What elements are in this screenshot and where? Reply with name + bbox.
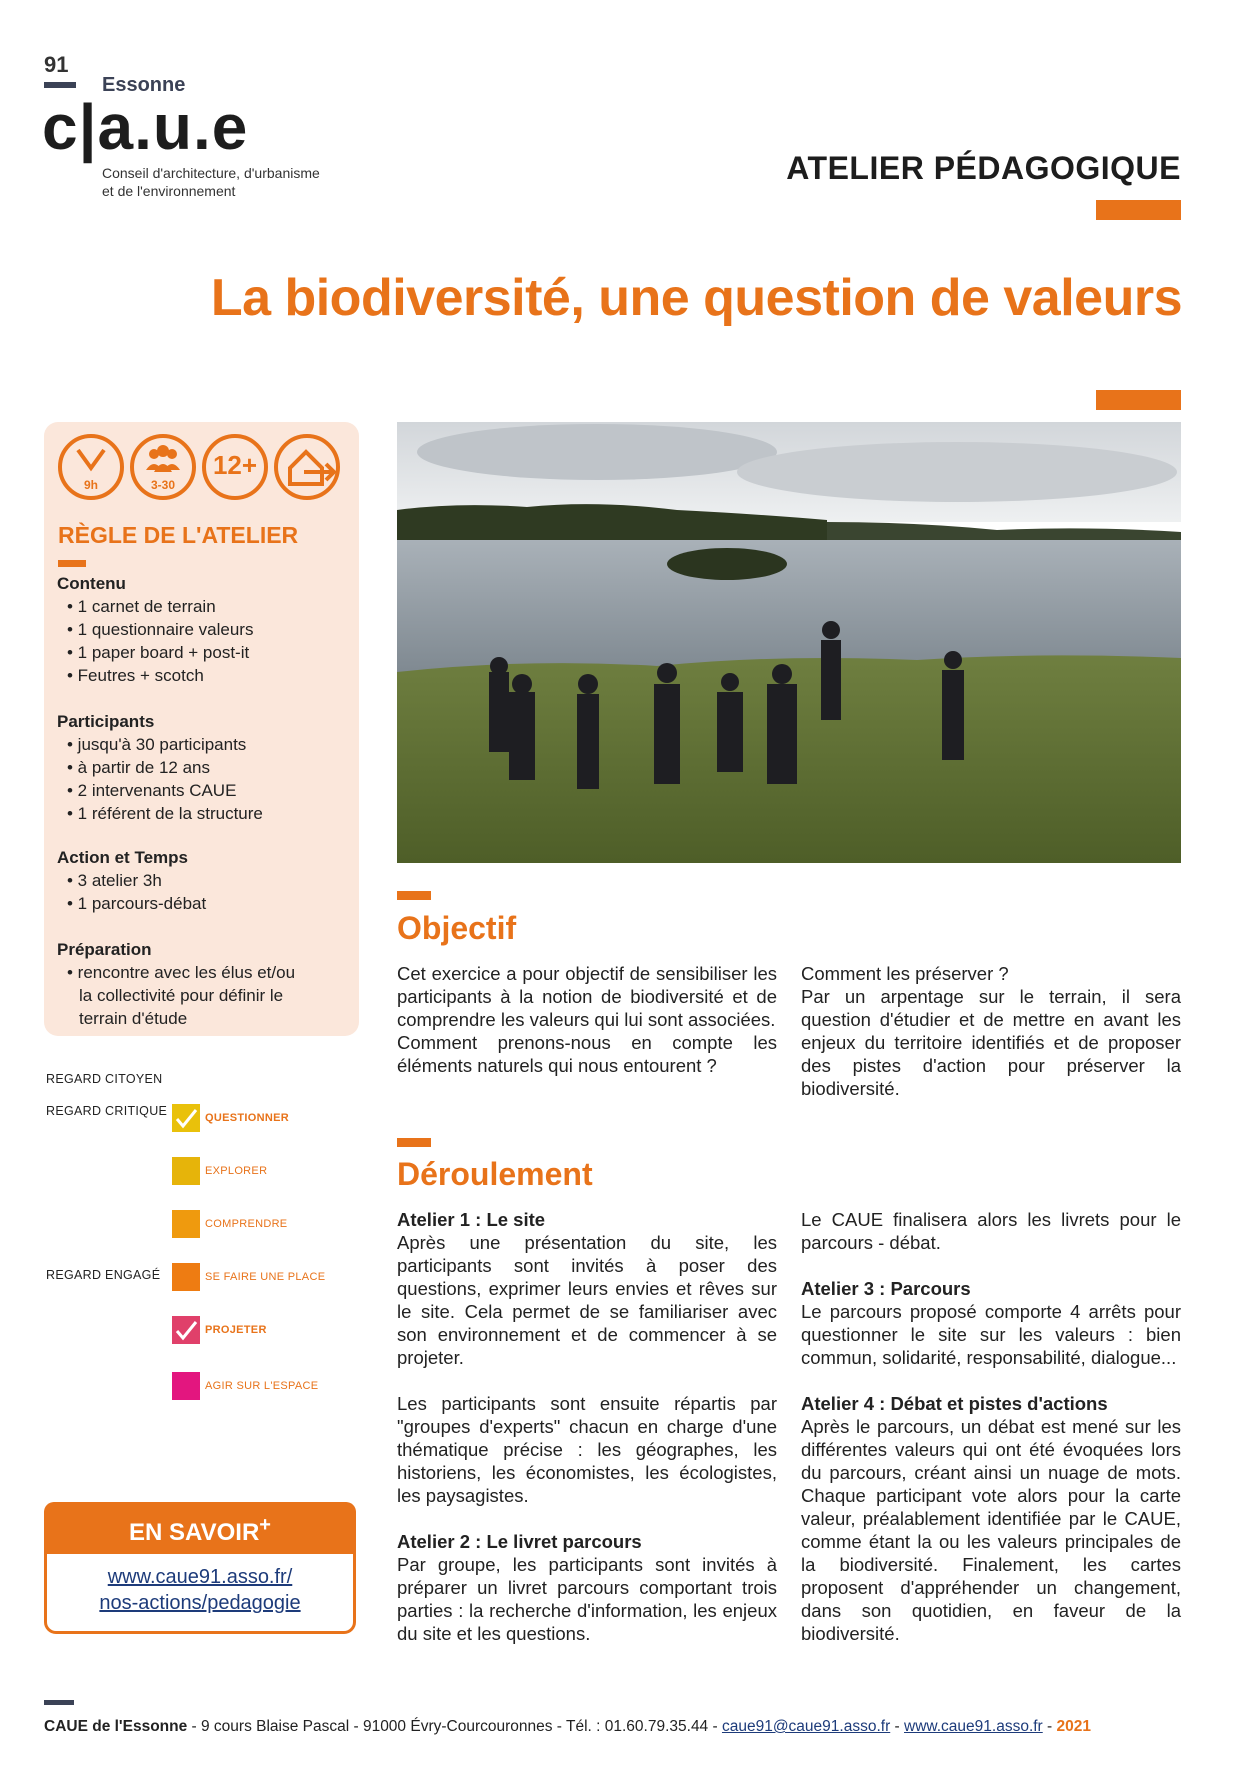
deroulement-heading: Déroulement bbox=[397, 1156, 593, 1192]
logo-subtitle: Conseil d'architecture, d'urbanisme et de l'environnement bbox=[102, 165, 320, 199]
en-savoir-link-2[interactable]: nos-actions/pedagogie bbox=[99, 1592, 301, 1614]
agir-square bbox=[172, 1372, 200, 1400]
regard-engage-label: REGARD ENGAGÉ bbox=[46, 1268, 161, 1282]
rules-heading-bar bbox=[58, 560, 86, 567]
rules-heading: RÈGLE DE L'ATELIER bbox=[58, 522, 299, 548]
se-faire-une-place-square bbox=[172, 1263, 200, 1291]
projeter-check-icon bbox=[172, 1316, 200, 1344]
rules-participants: Participants • jusqu'à 30 participants • à partir de 12 ans • 2 intervenants CAUE • 1 référent de la structure bbox=[57, 712, 263, 823]
en-savoir-link[interactable]: www.caue91.asso.fr/ bbox=[107, 1566, 293, 1588]
level-comprendre: COMPRENDRE bbox=[205, 1218, 288, 1230]
deroulement-bar bbox=[397, 1138, 431, 1147]
explorer-square bbox=[172, 1157, 200, 1185]
footer-bar bbox=[44, 1700, 74, 1705]
objectif-left-column: Cet exercice a pour objectif de sensibiliser les participants à la notion de biodiversité et de comprendre les valeurs qui lui sont associées. Comment prenons-nous en compte les éléments naturels qui nous entourent ? bbox=[397, 963, 777, 1076]
clock-icon: 9h bbox=[58, 434, 124, 500]
footer-year: 2021 bbox=[1056, 1718, 1091, 1735]
lake-photo bbox=[397, 422, 1181, 863]
footer: CAUE de l'Essonne - 9 cours Blaise Pascal - 91000 Évry-Courcouronnes - Tél. : 01.60.79.35.44 - caue91@caue91.asso.fr - www.caue91.asso.fr - 2021 bbox=[44, 1718, 1091, 1735]
footer-address: - 9 cours Blaise Pascal - 91000 Évry-Courcouronnes - Tél. : 01.60.79.35.44 - bbox=[187, 1718, 722, 1735]
category-accent-bar bbox=[1096, 200, 1181, 220]
deroulement-left-column: Atelier 1 : Le site Après une présentation du site, les participants sont invités à poser des questions, exprimer leurs envies et rêves sur le site. Cela permet de se familiariser avec son environnement et de commencer à se projeter. Les participants sont ensuite répartis par "groupes d'experts" chacun en charge d'une thématique précise : les géographes, les historiens, les économistes, les écologistes, les paysagistes. Atelier 2 : Le livret parcours Par groupe, les participants sont invités à préparer un livret parcours comportant trois parties : la recherche d'information, les enjeux du site et les questions. bbox=[397, 1209, 777, 1644]
title-accent-bar bbox=[1096, 390, 1181, 410]
level-explorer: EXPLORER bbox=[205, 1165, 268, 1177]
age-icon: 12+ bbox=[202, 434, 268, 500]
regard-citoyen-label: REGARD CITOYEN bbox=[46, 1072, 163, 1086]
level-projeter: PROJETER bbox=[205, 1324, 267, 1336]
dept-number: 91 bbox=[44, 52, 69, 77]
comprendre-square bbox=[172, 1210, 200, 1238]
rules-contenu: Contenu • 1 carnet de terrain • 1 questionnaire valeurs • 1 paper board + post-it • Feutres + scotch bbox=[57, 574, 254, 685]
objectif-right-column: Comment les préserver ? Par un arpentage sur le terrain, il sera question d'étudier et de mettre en avant les enjeux du territoire identifiés et de proposer des pistes d'action pour préserver la biodiversité. bbox=[801, 963, 1181, 1099]
page-title: La biodiversité, une question de valeurs bbox=[210, 269, 1182, 327]
objectif-heading: Objectif bbox=[397, 910, 517, 946]
regard-critique-label: REGARD CRITIQUE bbox=[46, 1104, 168, 1118]
footer-email-link[interactable]: caue91@caue91.asso.fr bbox=[721, 1718, 891, 1735]
dept-name: Essonne bbox=[102, 74, 186, 96]
caue-logo: c|a.u.e bbox=[42, 91, 249, 163]
group-icon: 3-30 bbox=[130, 434, 196, 500]
home-exit-icon bbox=[274, 434, 340, 500]
rules-preparation: Préparation • rencontre avec les élus et/ou la collectivité pour définir le terrain d'étude bbox=[57, 940, 296, 1028]
category-heading: ATELIER PÉDAGOGIQUE bbox=[786, 150, 1181, 186]
level-se-faire-une-place: SE FAIRE UNE PLACE bbox=[205, 1271, 326, 1283]
level-agir-sur-l-espace: AGIR SUR L'ESPACE bbox=[205, 1380, 319, 1392]
en-savoir-title: EN SAVOIR+ bbox=[129, 1514, 271, 1546]
footer-org: CAUE de l'Essonne bbox=[44, 1718, 188, 1735]
footer-site-link[interactable]: www.caue91.asso.fr bbox=[904, 1718, 1043, 1735]
level-questionner: QUESTIONNER bbox=[205, 1112, 289, 1124]
deroulement-right-column: Le CAUE finalisera alors les livrets pour le parcours - débat. Atelier 3 : Parcours Le parcours proposé comporte 4 arrêts pour questionner le site sur les valeurs : bien commun, solidarité, responsabilité, dialogue... Atelier 4 : Débat et pistes d'actions Après le parcours, un débat est mené sur les différentes valeurs qui ont été évoquées lors du parcours, créant ainsi un nuage de mots. Chaque participant vote alors pour la carte valeur, préalablement identifiée par le CAUE, comme étant la ou les valeurs principales de la biodiversité. Finalement, les cartes proposent d'appréhender un changement, dans son quotidien, en faveur de la biodiversité. bbox=[801, 1209, 1181, 1644]
logo-divider bbox=[44, 82, 76, 88]
objectif-bar bbox=[397, 891, 431, 900]
questionner-check-icon bbox=[172, 1104, 200, 1132]
rules-action: Action et Temps • 3 atelier 3h • 1 parcours-débat bbox=[57, 848, 207, 913]
